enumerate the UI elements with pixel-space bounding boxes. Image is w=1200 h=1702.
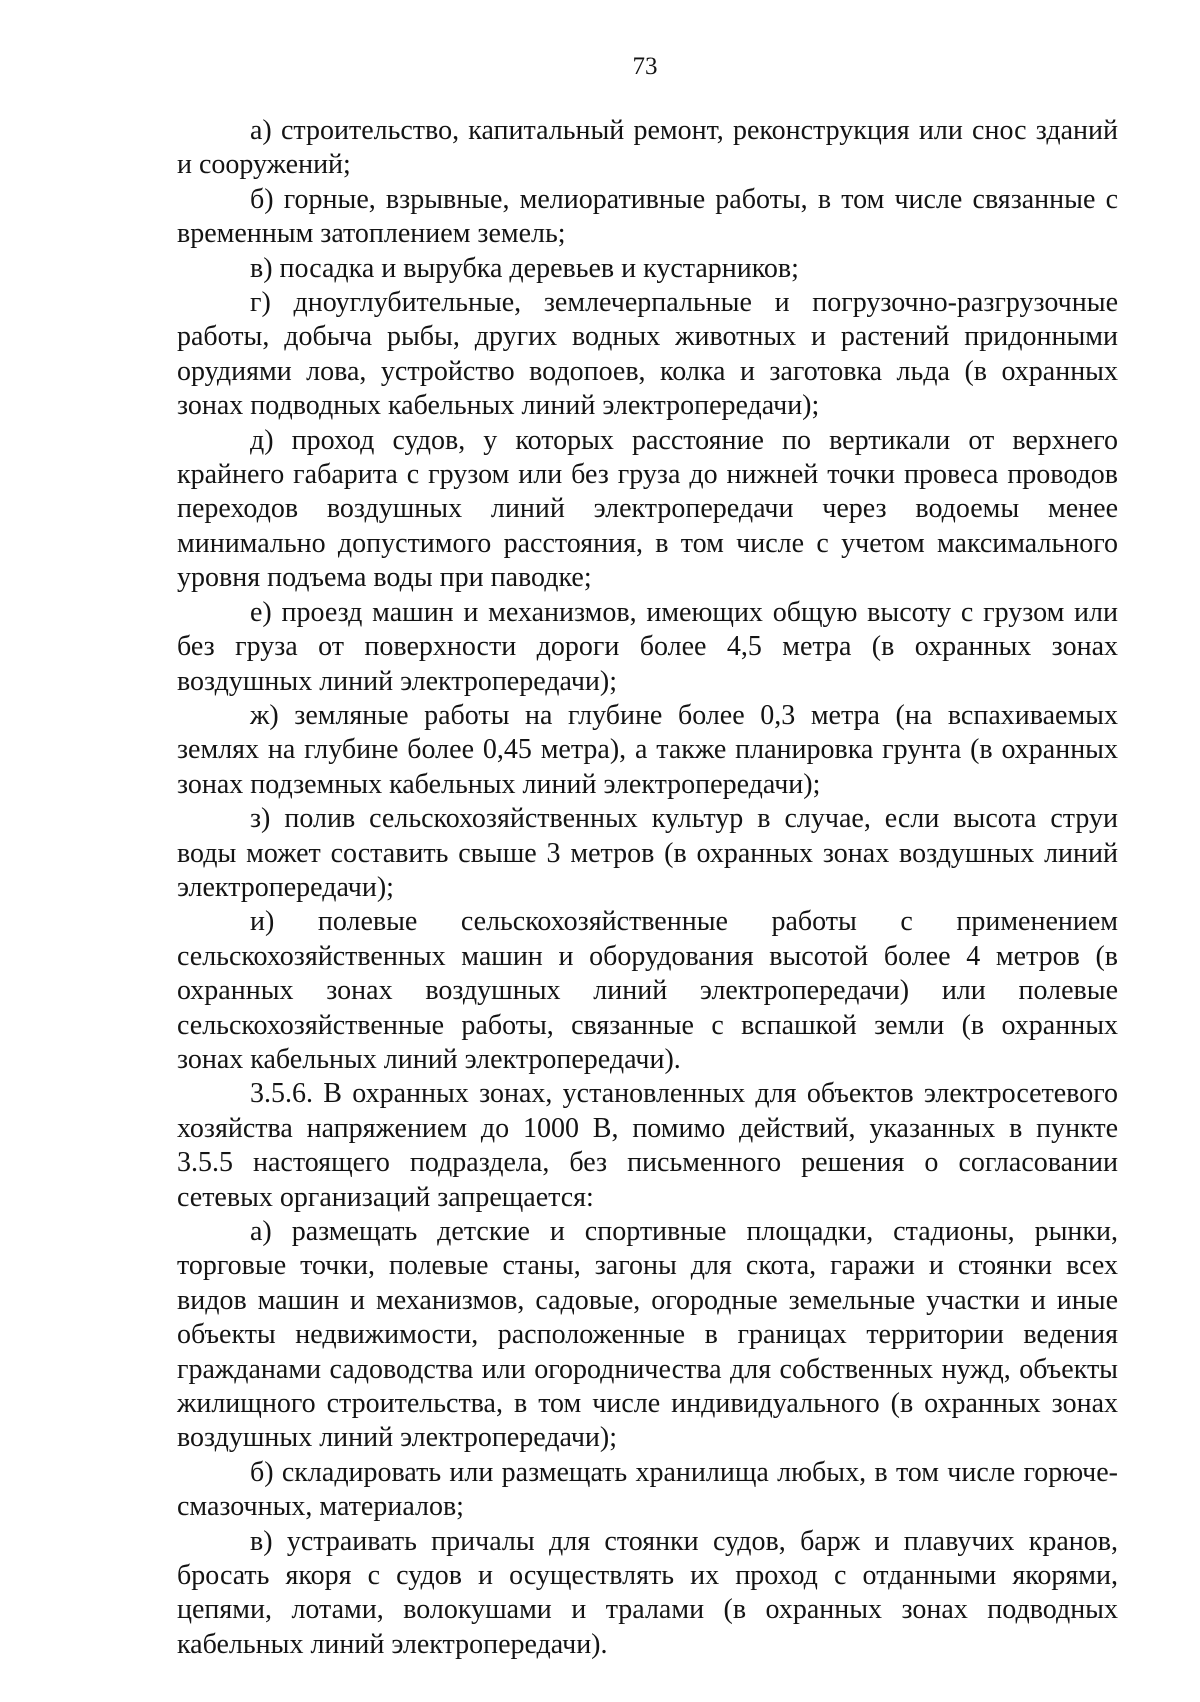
paragraph-item-e: е) проезд машин и механизмов, имеющих общую высоту с грузом или без груза от поверхности дороги более 4,5 метра (в охранных зонах воздушных линий электропередачи);: [177, 596, 1118, 697]
paragraph-item-a: а) строительство, капитальный ремонт, реконструкция или снос зданий и сооружений;: [177, 115, 1118, 181]
paragraph-item-b-2: б) складировать или размещать хранилища любых, в том числе горюче-смазочных, материалов;: [177, 1456, 1118, 1523]
paragraph-item-i: и) полевые сельскохозяйственные работы с применением сельскохозяйственных машин и оборудования высотой более 4 метров (в охранных зонах воздушных линий электропередачи) или полевые сельскохозяйственные работы, связанные с вспашкой земли (в охранных зонах кабельных линий электропередачи).: [177, 906, 1118, 1075]
paragraph-item-zh: ж) земляные работы на глубине более 0,3 метра (на вспахиваемых землях на глубине более 0,45 метра), а также планировка грунта (в охранных зонах подземных кабельных линий электропередачи);: [177, 699, 1118, 800]
paragraph-item-b: б) горные, взрывные, мелиоративные работы, в том числе связанные с временным затоплением земель;: [177, 183, 1118, 250]
document-body: [177, 114, 1118, 1662]
paragraph-item-g: г) дноуглубительные, землечерпальные и погрузочно-разгрузочные работы, добыча рыбы, других водных животных и растений придонными орудиями лова, устройство водопоев, колка и заготовка льда (в охранных зонах подводных кабельных линий электропередачи);: [177, 287, 1118, 422]
paragraph-item-v-2: в) устраивать причалы для стоянки судов, барж и плавучих кранов, бросать якоря с судов и осуществлять их проход с отданными якорями, цепями, лотами, волокушами и тралами (в охранных зонах подводных кабельных линий электропередачи).: [177, 1525, 1118, 1660]
paragraph-item-a-2: а) размещать детские и спортивные площадки, стадионы, рынки, торговые точки, полевые станы, загоны для скота, гаражи и стоянки всех видов машин и механизмов, садовые, огородные земельные участки и иные объекты недвижимости, расположенные в границах территории ведения гражданами садоводства или огородничества для собственных нужд, объекты жилищного строительства, в том числе индивидуального (в охранных зонах воздушных линий электропередачи);: [177, 1216, 1118, 1454]
paragraph-clause-3-5-6: 3.5.6. В охранных зонах, установленных для объектов электросетевого хозяйства напряжением до 1000 В, помимо действий, указанных в пункте 3.5.5 настоящего подраздела, без письменного решения о согласовании сетевых организаций запрещается:: [177, 1078, 1118, 1213]
paragraph-item-v: в) посадка и вырубка деревьев и кустарников;: [250, 252, 799, 284]
page-number: 73: [632, 53, 658, 80]
paragraph-item-d: д) проход судов, у которых расстояние по вертикали от верхнего крайнего габарита с грузом или без груза до нижней точки провеса проводов переходов воздушных линий электропередачи через водоемы менее минимально допустимого расстояния, в том числе с учетом максимального уровня подъема воды при паводке;: [177, 424, 1118, 594]
paragraph-item-z: з) полив сельскохозяйственных культур в случае, если высота струи воды может составить свыше 3 метров (в охранных зонах воздушных линий электропередачи);: [177, 803, 1118, 903]
